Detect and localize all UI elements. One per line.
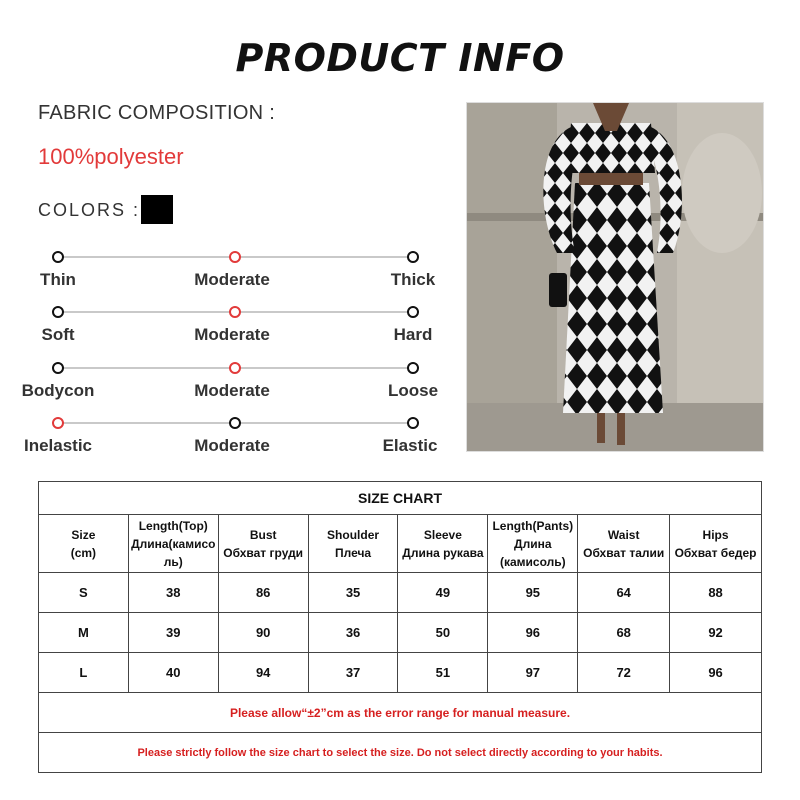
- table-cell: 90: [218, 613, 308, 653]
- scale-label-moderate: Moderate: [194, 436, 270, 455]
- scale-label-moderate: Moderate: [194, 325, 270, 344]
- scale-dot-moderate: [229, 306, 241, 318]
- table-row: [39, 573, 762, 613]
- scale-dot-elastic: [407, 417, 419, 429]
- size-advice-note: Please strictly follow the size chart to select the size. Do not select directly according to your habits.: [39, 733, 762, 773]
- scale-label-bodycon: Bodycon: [21, 381, 95, 400]
- scale-label-moderate: Moderate: [194, 270, 270, 289]
- table-cell: 39: [128, 613, 218, 653]
- scale-label-soft: Soft: [41, 325, 75, 344]
- table-cell: 37: [308, 653, 398, 693]
- fit-scale: [0, 367, 460, 407]
- table-cell: 96: [670, 653, 762, 693]
- scale-label-hard: Hard: [393, 325, 433, 344]
- scale-dot-hard: [407, 306, 419, 318]
- scale-label-elastic: Elastic: [382, 436, 438, 455]
- colors-label: COLORS :: [38, 200, 141, 220]
- scale-dot-thin: [52, 251, 64, 263]
- scale-label-thick: Thick: [390, 270, 436, 289]
- page-title: PRODUCT INFO: [235, 36, 565, 80]
- table-cell: 64: [578, 573, 670, 613]
- header-length-top: Length(Top) Длина(камисо ль): [128, 515, 218, 573]
- table-row: [39, 653, 762, 693]
- measure-error-note: Please allow“±2”cm as the error range for manual measure.: [39, 693, 762, 733]
- table-cell: 97: [488, 653, 578, 693]
- table-cell: 96: [488, 613, 578, 653]
- size-chart-table: [38, 481, 762, 773]
- scale-dot-loose: [407, 362, 419, 374]
- scale-dot-thick: [407, 251, 419, 263]
- table-cell: 35: [308, 573, 398, 613]
- table-cell: 50: [398, 613, 488, 653]
- scale-label-moderate: Moderate: [194, 381, 270, 400]
- elasticity-scale: [0, 422, 460, 462]
- table-cell: 68: [578, 613, 670, 653]
- fabric-composition-label: FABRIC COMPOSITION :: [38, 102, 276, 124]
- size-advice-row: [39, 733, 762, 773]
- measure-note-row: [39, 693, 762, 733]
- table-cell: S: [39, 573, 129, 613]
- softness-scale: [0, 311, 460, 351]
- table-cell: 95: [488, 573, 578, 613]
- table-cell: 94: [218, 653, 308, 693]
- fabric-composition-value: 100%polyester: [38, 144, 184, 169]
- header-hips: Hips Обхват бедер: [670, 515, 762, 573]
- thickness-scale: [0, 256, 460, 296]
- table-cell: 49: [398, 573, 488, 613]
- table-cell: L: [39, 653, 129, 693]
- scale-label-thin: Thin: [40, 270, 76, 289]
- table-cell: 38: [128, 573, 218, 613]
- product-photo: [466, 102, 764, 452]
- table-row: [39, 613, 762, 653]
- scale-dot-moderate: [229, 417, 241, 429]
- color-swatch-black[interactable]: [141, 195, 173, 224]
- scale-dot-inelastic: [52, 417, 64, 429]
- header-sleeve: Sleeve Длина рукава: [398, 515, 488, 573]
- scale-dot-soft: [52, 306, 64, 318]
- table-cell: 88: [670, 573, 762, 613]
- table-cell: 72: [578, 653, 670, 693]
- scale-label-inelastic: Inelastic: [23, 436, 93, 455]
- header-size: Size (cm): [39, 515, 129, 573]
- scale-dot-moderate: [229, 362, 241, 374]
- product-photo-illustration: [467, 103, 764, 452]
- table-cell: 92: [670, 613, 762, 653]
- scale-dot-bodycon: [52, 362, 64, 374]
- table-cell: M: [39, 613, 129, 653]
- scale-dot-moderate: [229, 251, 241, 263]
- size-chart-title: SIZE CHART: [39, 482, 762, 515]
- table-cell: 51: [398, 653, 488, 693]
- table-cell: 86: [218, 573, 308, 613]
- header-length-pants: Length(Pants) Длина (камисоль): [488, 515, 578, 573]
- header-shoulder: Shoulder Плеча: [308, 515, 398, 573]
- table-cell: 36: [308, 613, 398, 653]
- header-bust: Bust Обхват груди: [218, 515, 308, 573]
- scale-label-loose: Loose: [387, 381, 439, 400]
- header-waist: Waist Обхват талии: [578, 515, 670, 573]
- table-cell: 40: [128, 653, 218, 693]
- size-chart-header-row: [39, 515, 762, 573]
